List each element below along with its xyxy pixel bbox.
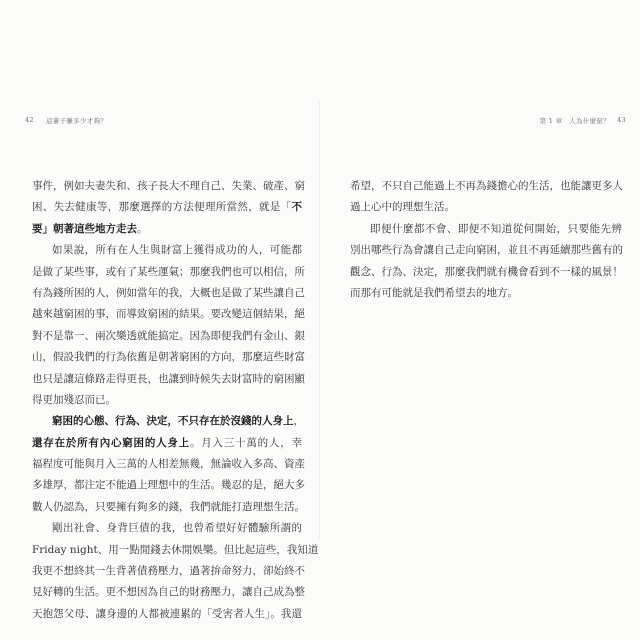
text-line [350,219,622,240]
text-segment: 見好轉的生活。更不想因為自己的財務壓力，讓自己成為整 [32,586,305,599]
text-line [32,219,302,240]
text-line [32,326,305,347]
right-page-number: 43 [617,116,626,124]
text-segment: 得更加殘忍而已。 [32,393,116,406]
text-line [32,433,302,454]
text-line [32,497,305,518]
text-segment: 剛出社會、身背巨債的我，也曾希望好好體驗所謂的 [52,522,302,535]
text-segment: 希望，不只自己能過上不再為錢擔心的生活，也能讓更多人 [350,180,623,192]
text-line [32,411,302,432]
text-segment: ， [293,415,304,428]
text-segment: 有為錢所困的人，例如當年的我，大概也是做了某些讓自己 [32,286,305,299]
text-line [32,262,305,283]
text-line [32,283,305,304]
text-segment: 是做了某些事，或有了某些運氣；那麼我們也可以相信，所 [32,265,305,278]
bold-text: 要」朝著這些地方走去 [32,222,137,235]
text-segment: 越來越窮困的事，而導致窮困的結果。要改變這個結果，絕 [32,308,305,321]
text-line [32,390,302,411]
text-segment: 我更不想終其一生背著債務壓力，過著拚命努力，卻始終不 [32,565,305,578]
text-line [32,540,319,561]
text-line [32,240,302,261]
text-line [32,176,305,197]
text-line [32,604,302,625]
text-line [32,454,305,475]
text-line [350,240,622,261]
text-line [32,475,305,496]
bold-text: 不 [291,201,302,214]
text-segment: 即便什麼都不會、即便不知道從何開始，只要能先辨 [370,222,622,235]
right-running-title: 第 1 章 人為什麼窮？ [539,117,610,125]
left-page-number: 42 [25,116,34,124]
left-running-title: 這輩子賺多少才夠？ [46,117,108,125]
text-segment: 別出哪些行為會讓自己走向窮困，並且不再延續那些舊有的 [350,244,623,257]
text-segment: 多雄厚，都注定不能過上理想中的生活。幾忍的是，絕大多 [32,479,305,492]
text-line [32,304,305,325]
bold-text: 還存在於所有內心窮困的人身上 [32,436,190,449]
text-segment: 事件，例如夫妻失和、孩子長大不理自己、失業、破產、窮 [32,180,305,192]
text-line [350,176,622,197]
text-segment: 福程度可能與月入三萬的人相差無幾，無論收入多高、資產 [32,458,305,471]
text-segment: 過上心中的理想生活。 [350,201,455,214]
text-line [350,197,622,218]
text-segment: Friday night、用一點閒錢去休閒娛樂。但比起這些，我知道 [32,543,319,556]
text-line [350,283,622,304]
text-segment: 困、失去健康等，那麼選擇的方法便理所當然，就是「 [32,201,292,214]
text-line [32,197,302,218]
text-segment: 。月入三十萬的人，幸 [189,436,303,449]
text-segment: 也只是讓這條路走得更長，也讓到時候失去財富時的窮困顯 [32,372,305,385]
text-segment: 觀念、行為、決定，那麼我們就有機會看到不一樣的風景！ [350,265,623,278]
bold-text: 窮困的心態、行為、決定，不只存在於沒錢的人身上 [52,415,294,428]
text-segment: 而那有可能就是我們希望去的地方。 [350,286,518,299]
text-segment: 數人仍認為，只要擁有夠多的錢，我們就能打造理想生活。 [32,500,305,513]
text-segment: 山，假設我們的行為依舊是朝著窮困的方向，那麼這些財富 [32,351,305,364]
text-segment: 如果說，所有在人生與財富上獲得成功的人，可能都 [52,244,302,257]
text-line [32,369,305,390]
text-line [32,561,305,582]
right-page [320,0,640,640]
left-body-text [32,176,319,625]
text-line [32,582,305,603]
text-line [32,347,305,368]
text-line [32,518,302,539]
text-segment: 。 [137,222,148,235]
text-segment: 對不是靠一、兩次樂透就能搞定。因為即便我們有金山、銀 [32,329,305,342]
right-body-text [350,176,622,304]
text-segment: 天抱怨父母、讓身邊的人都被連累的「受害者人生」。我還 [32,607,302,620]
text-line [350,262,622,283]
